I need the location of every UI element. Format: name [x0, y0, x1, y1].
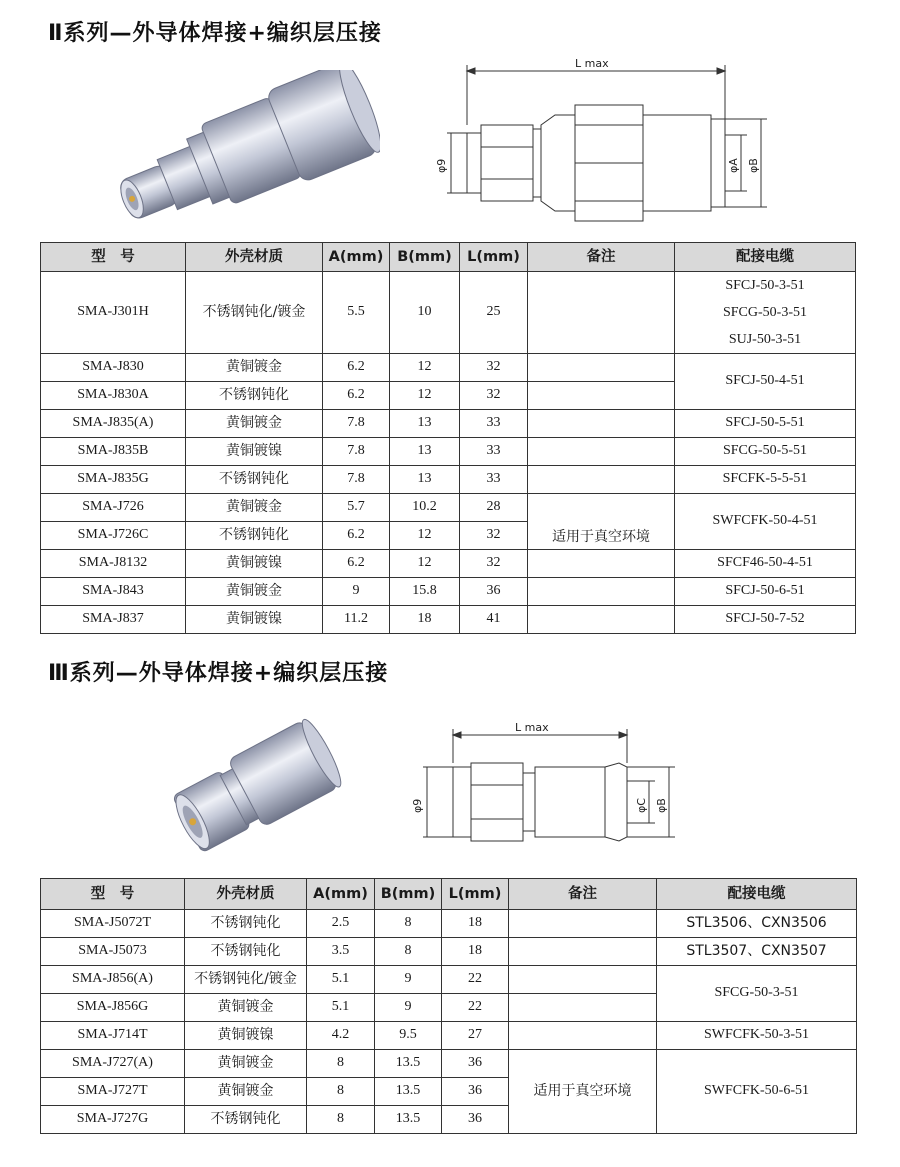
header-l: L(mm) — [442, 879, 509, 910]
material-cell: 黄铜镀金 — [185, 1050, 307, 1078]
cable-cell: STL3506、CXN3506 — [657, 910, 857, 938]
material-cell: 不锈钢钝化 — [186, 522, 323, 550]
b-cell: 9.5 — [375, 1022, 442, 1050]
model-cell: SMA-J726 — [41, 494, 186, 522]
model-cell: SMA-J830 — [41, 354, 186, 382]
cable-value: SFCG-50-3-51 — [722, 305, 807, 320]
l-cell: 32 — [460, 522, 528, 550]
table-row — [41, 550, 856, 578]
l-cell: 22 — [442, 994, 509, 1022]
model-cell: SMA-J5072T — [41, 910, 185, 938]
model-cell: SMA-J5073 — [41, 938, 185, 966]
l-cell: 36 — [442, 1050, 509, 1078]
l-cell: 32 — [460, 550, 528, 578]
l-cell: 25 — [460, 272, 528, 354]
table-row — [41, 910, 857, 938]
table-row — [41, 1050, 857, 1078]
cable-cell: SFCJ-50-5-51 — [675, 410, 856, 438]
table-row — [41, 354, 856, 382]
diameter-a-label: φA — [727, 158, 740, 173]
header-l: L(mm) — [460, 243, 528, 272]
a-cell: 6.2 — [323, 522, 390, 550]
a-cell: 7.8 — [323, 410, 390, 438]
b-cell: 9 — [375, 966, 442, 994]
material-cell: 黄铜镀金 — [186, 578, 323, 606]
l-cell: 28 — [460, 494, 528, 522]
material-cell: 黄铜镀金 — [186, 354, 323, 382]
header-b: B(mm) — [375, 879, 442, 910]
note-cell — [528, 272, 675, 354]
material-cell: 黄铜镀镍 — [185, 1022, 307, 1050]
section-title-series-2: Ⅱ系列—外导体焊接+编织层压接 — [48, 21, 382, 46]
a-cell: 9 — [323, 578, 390, 606]
material-cell: 黄铜镀金 — [186, 494, 323, 522]
header-cable: 配接电缆 — [657, 879, 857, 910]
a-cell: 5.1 — [307, 994, 375, 1022]
cable-cell: SFCG-50-3-51 — [657, 966, 857, 1022]
material-cell: 不锈钢钝化 — [186, 466, 323, 494]
l-cell: 33 — [460, 438, 528, 466]
b-cell: 13 — [390, 466, 460, 494]
model-cell: SMA-J714T — [41, 1022, 185, 1050]
note-cell — [528, 410, 675, 438]
b-cell: 8 — [375, 938, 442, 966]
length-dimension-label: L max — [575, 57, 609, 70]
material-cell: 不锈钢钝化 — [186, 382, 323, 410]
table-row — [41, 494, 856, 522]
table-row — [41, 1022, 857, 1050]
spec-table-series-2 — [40, 242, 856, 634]
b-cell: 12 — [390, 382, 460, 410]
header-material: 外壳材质 — [185, 879, 307, 910]
cable-cell: SFCJ-50-4-51 — [675, 354, 856, 410]
header-model: 型 号 — [41, 879, 185, 910]
a-cell: 8 — [307, 1050, 375, 1078]
table-header-row — [41, 879, 857, 910]
material-cell: 不锈钢钝化/镀金 — [186, 272, 323, 354]
cable-cell: SFCF46-50-4-51 — [675, 550, 856, 578]
model-cell: SMA-J726C — [41, 522, 186, 550]
material-cell: 不锈钢钝化/镀金 — [185, 966, 307, 994]
material-cell: 黄铜镀金 — [185, 994, 307, 1022]
model-cell: SMA-J8132 — [41, 550, 186, 578]
table-header-row — [41, 243, 856, 272]
a-cell: 5.5 — [323, 272, 390, 354]
b-cell: 13.5 — [375, 1050, 442, 1078]
connector-photo-series-2 — [110, 70, 380, 230]
table-row — [41, 938, 857, 966]
b-cell: 13.5 — [375, 1078, 442, 1106]
diameter-9-label: φ9 — [435, 158, 448, 173]
b-cell: 18 — [390, 606, 460, 634]
b-cell: 15.8 — [390, 578, 460, 606]
b-cell: 12 — [390, 550, 460, 578]
note-cell — [509, 966, 657, 994]
note-cell — [509, 1022, 657, 1050]
note-cell — [528, 550, 675, 578]
connector-photo-series-3 — [170, 715, 345, 860]
cable-cell: SFCG-50-5-51 — [675, 438, 856, 466]
a-cell: 2.5 — [307, 910, 375, 938]
model-cell: SMA-J727G — [41, 1106, 185, 1134]
b-cell: 10.2 — [390, 494, 460, 522]
a-cell: 6.2 — [323, 550, 390, 578]
model-cell: SMA-J835G — [41, 466, 186, 494]
header-a: A(mm) — [323, 243, 390, 272]
a-cell: 6.2 — [323, 354, 390, 382]
table-row — [41, 606, 856, 634]
dimension-drawing-series-3 — [405, 723, 695, 848]
a-cell: 3.5 — [307, 938, 375, 966]
a-cell: 7.8 — [323, 466, 390, 494]
model-cell: SMA-J727(A) — [41, 1050, 185, 1078]
material-cell: 不锈钢钝化 — [185, 910, 307, 938]
header-note: 备注 — [528, 243, 675, 272]
note-cell — [528, 606, 675, 634]
note-cell-vacuum: 适用于真空环境 — [528, 494, 675, 550]
a-cell: 11.2 — [323, 606, 390, 634]
material-cell: 黄铜镀镍 — [186, 606, 323, 634]
a-cell: 8 — [307, 1106, 375, 1134]
table-row — [41, 410, 856, 438]
section-title-series-3: Ⅲ系列—外导体焊接+编织层压接 — [48, 661, 389, 686]
cable-value: SUJ-50-3-51 — [728, 332, 802, 347]
l-cell: 36 — [460, 578, 528, 606]
header-note: 备注 — [509, 879, 657, 910]
note-cell — [528, 382, 675, 410]
cable-cell: SFCFK-5-5-51 — [675, 466, 856, 494]
l-cell: 22 — [442, 966, 509, 994]
table-row — [41, 272, 856, 354]
l-cell: 41 — [460, 606, 528, 634]
diameter-c-label: φC — [635, 798, 648, 813]
note-cell — [509, 994, 657, 1022]
b-cell: 8 — [375, 910, 442, 938]
cable-value: SFCJ-50-3-51 — [725, 278, 805, 293]
l-cell: 32 — [460, 382, 528, 410]
b-cell: 12 — [390, 354, 460, 382]
b-cell: 9 — [375, 994, 442, 1022]
material-cell: 黄铜镀镍 — [186, 550, 323, 578]
header-a: A(mm) — [307, 879, 375, 910]
cable-cell: SFCJ-50-7-52 — [675, 606, 856, 634]
model-cell: SMA-J856(A) — [41, 966, 185, 994]
note-cell — [528, 466, 675, 494]
cable-cell: SWFCFK-50-6-51 — [657, 1050, 857, 1134]
diameter-b-label: φB — [655, 798, 668, 813]
material-cell: 黄铜镀金 — [185, 1078, 307, 1106]
model-cell: SMA-J835B — [41, 438, 186, 466]
header-cable: 配接电缆 — [675, 243, 856, 272]
note-cell — [528, 354, 675, 382]
model-cell: SMA-J835(A) — [41, 410, 186, 438]
material-cell: 不锈钢钝化 — [185, 938, 307, 966]
note-cell — [528, 578, 675, 606]
note-cell — [509, 910, 657, 938]
b-cell: 10 — [390, 272, 460, 354]
diameter-9-label: φ9 — [411, 798, 424, 813]
cable-cell: SWFCFK-50-4-51 — [675, 494, 856, 550]
material-cell: 黄铜镀金 — [186, 410, 323, 438]
material-cell: 黄铜镀镍 — [186, 438, 323, 466]
model-cell: SMA-J727T — [41, 1078, 185, 1106]
a-cell: 5.1 — [307, 966, 375, 994]
table-row — [41, 466, 856, 494]
l-cell: 36 — [442, 1078, 509, 1106]
model-cell: SMA-J837 — [41, 606, 186, 634]
l-cell: 36 — [442, 1106, 509, 1134]
note-cell-vacuum: 适用于真空环境 — [509, 1050, 657, 1134]
table-row — [41, 438, 856, 466]
b-cell: 12 — [390, 522, 460, 550]
header-material: 外壳材质 — [186, 243, 323, 272]
cable-cell: STL3507、CXN3507 — [657, 938, 857, 966]
table-row — [41, 966, 857, 994]
l-cell: 27 — [442, 1022, 509, 1050]
material-cell: 不锈钢钝化 — [185, 1106, 307, 1134]
a-cell: 7.8 — [323, 438, 390, 466]
a-cell: 4.2 — [307, 1022, 375, 1050]
dimension-drawing-series-2 — [425, 55, 785, 235]
l-cell: 32 — [460, 354, 528, 382]
table-row — [41, 578, 856, 606]
l-cell: 33 — [460, 410, 528, 438]
a-cell: 6.2 — [323, 382, 390, 410]
cable-cell: SFCJ-50-6-51 — [675, 578, 856, 606]
l-cell: 18 — [442, 938, 509, 966]
a-cell: 5.7 — [323, 494, 390, 522]
header-model: 型 号 — [41, 243, 186, 272]
a-cell: 8 — [307, 1078, 375, 1106]
header-b: B(mm) — [390, 243, 460, 272]
l-cell: 18 — [442, 910, 509, 938]
diameter-b-label: φB — [747, 158, 760, 173]
model-cell: SMA-J843 — [41, 578, 186, 606]
note-cell — [528, 438, 675, 466]
cable-cell: SWFCFK-50-3-51 — [657, 1022, 857, 1050]
model-cell: SMA-J301H — [41, 272, 186, 354]
l-cell: 33 — [460, 466, 528, 494]
b-cell: 13.5 — [375, 1106, 442, 1134]
spec-table-series-3 — [40, 878, 857, 1134]
cable-cell — [675, 272, 856, 354]
b-cell: 13 — [390, 410, 460, 438]
model-cell: SMA-J830A — [41, 382, 186, 410]
length-dimension-label: L max — [515, 723, 549, 734]
model-cell: SMA-J856G — [41, 994, 185, 1022]
note-cell — [509, 938, 657, 966]
b-cell: 13 — [390, 438, 460, 466]
